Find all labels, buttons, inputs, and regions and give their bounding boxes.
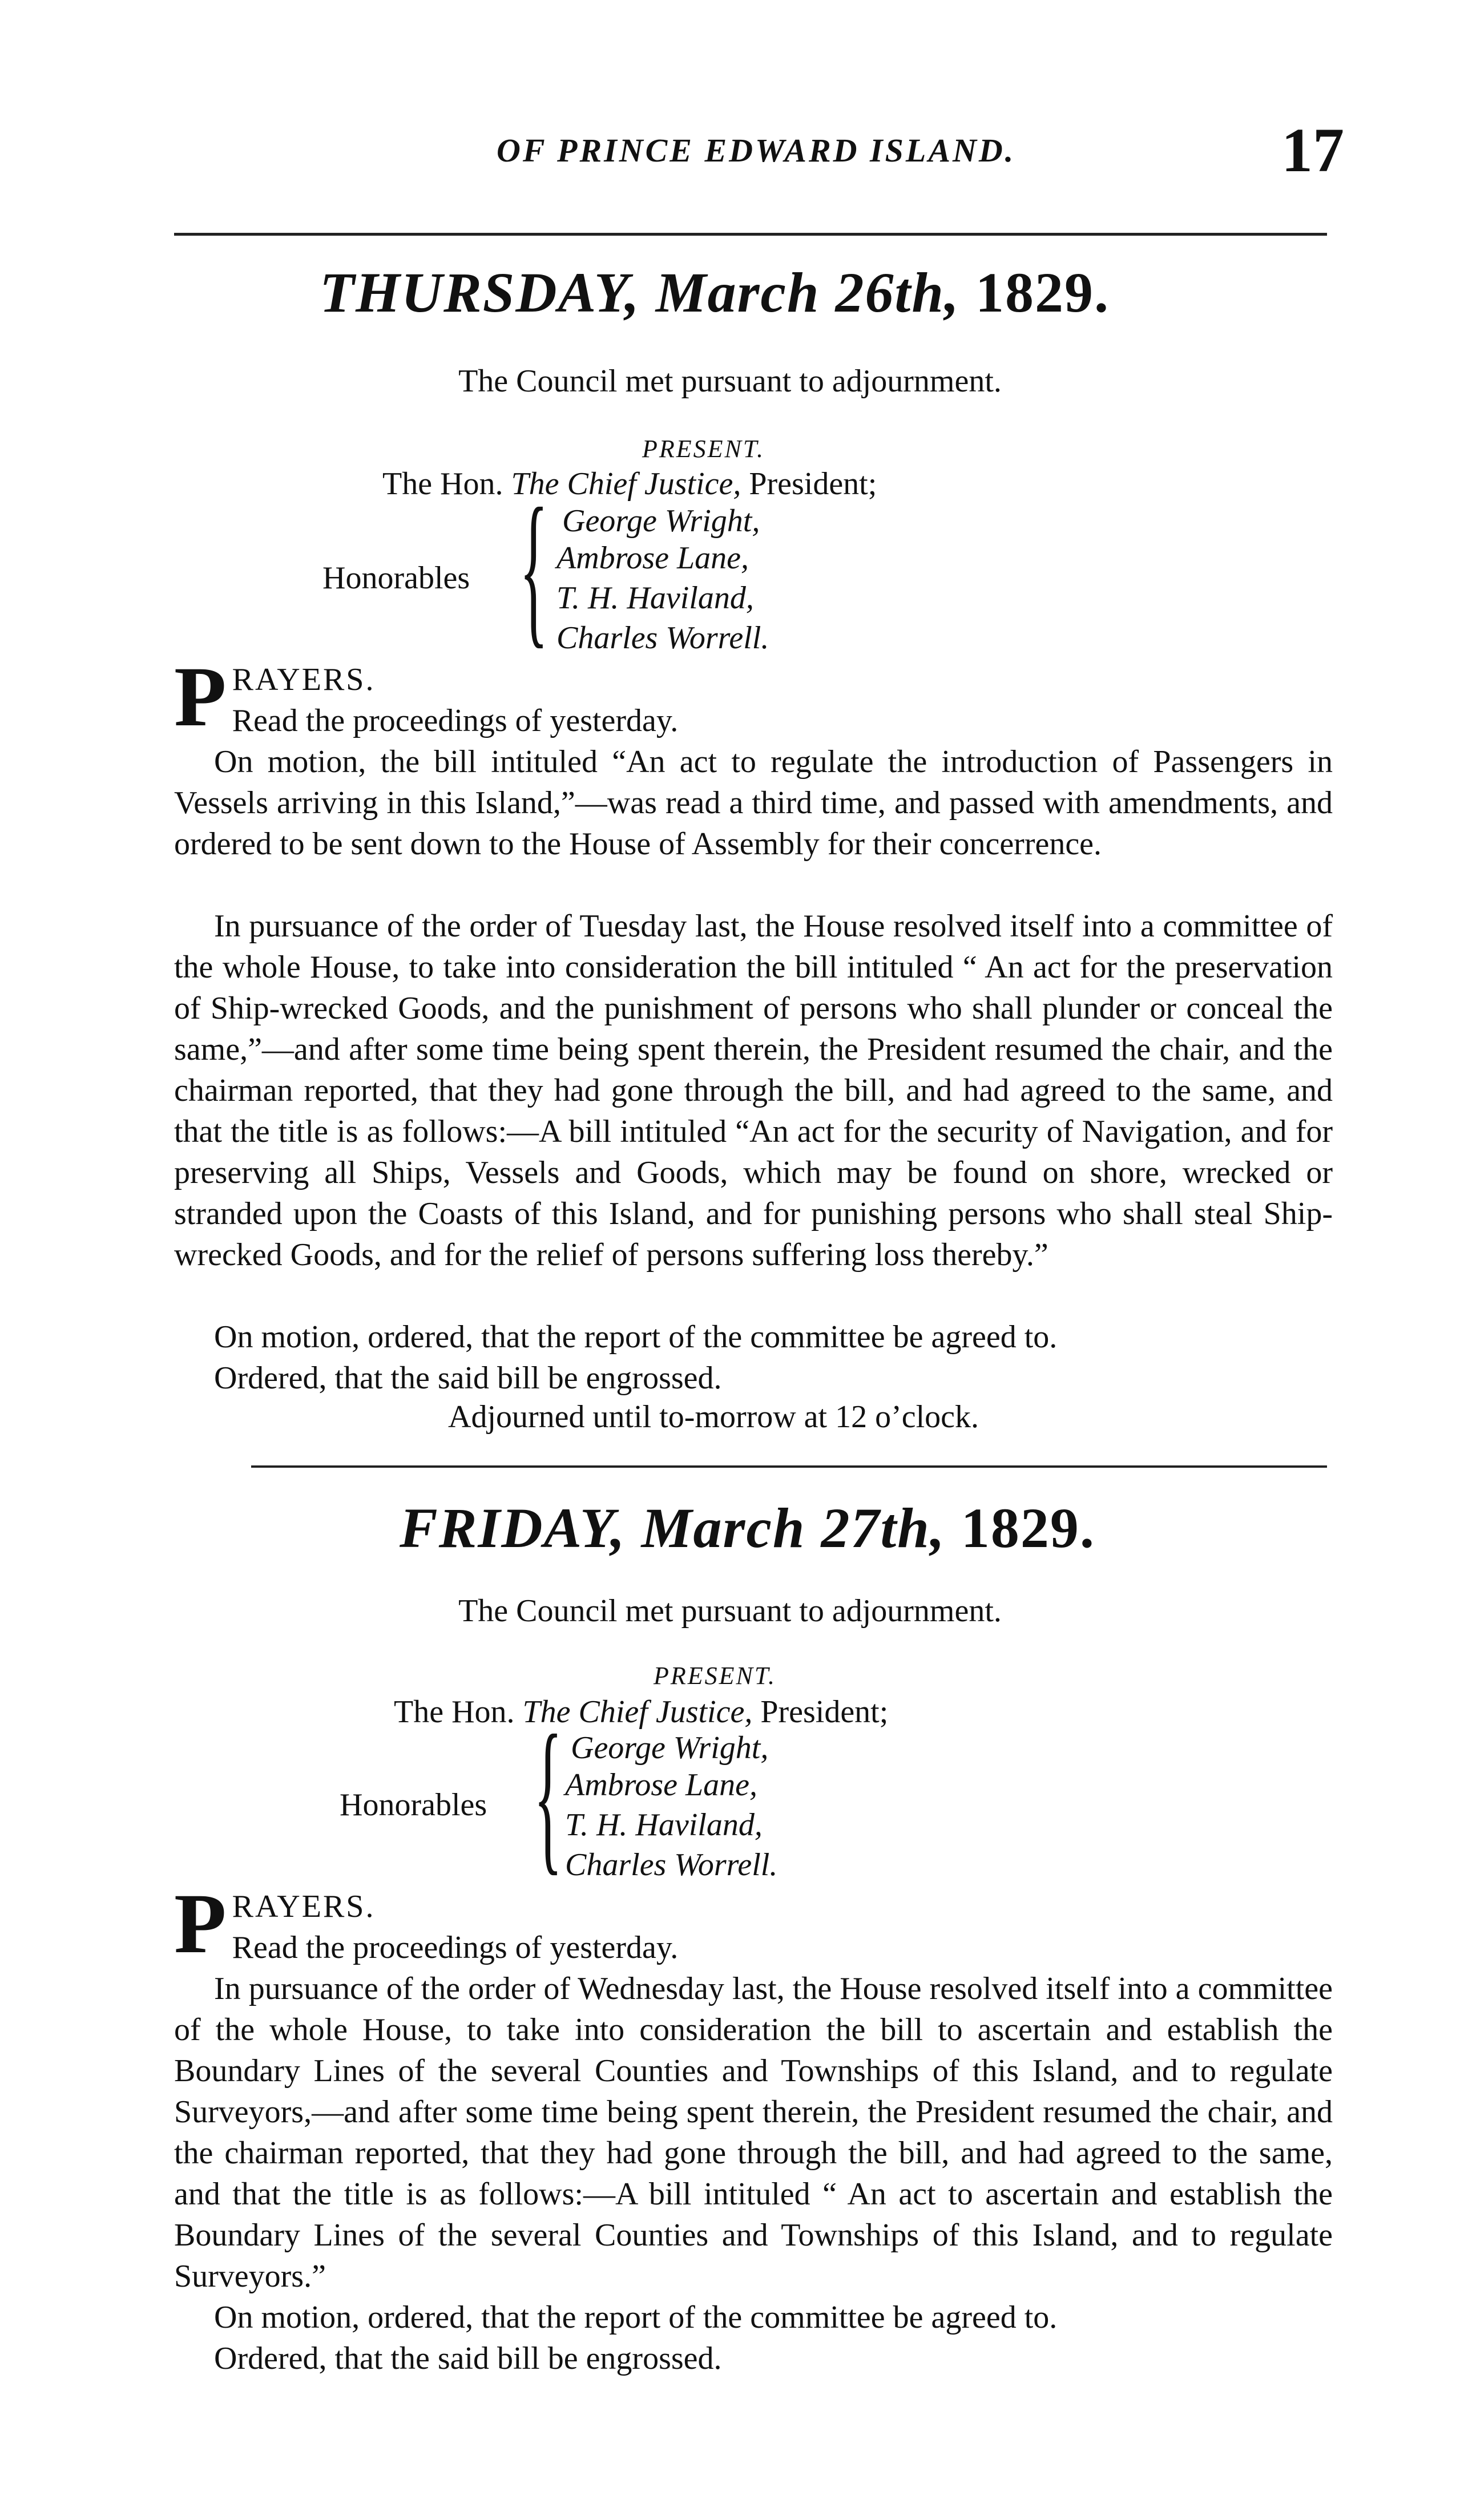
member-name: Ambrose Lane, — [556, 540, 749, 576]
heading-year: 1829. — [975, 261, 1110, 324]
heading-year: 1829. — [961, 1496, 1095, 1560]
adjourned-line: Adjourned until to-morrow at 12 o’clock. — [448, 1399, 979, 1435]
prayers-section — [174, 649, 1333, 744]
honorables-label: Honorables — [322, 560, 470, 596]
the-hon: The Hon. — [382, 466, 503, 502]
present-label: PRESENT. — [642, 435, 765, 463]
paragraph: Ordered, that the said bill be engrossed. — [214, 2341, 722, 2376]
president-title: President; — [760, 1694, 889, 1730]
paragraph: On motion, ordered, that the report of the committee be agreed to. — [214, 2300, 1058, 2335]
prayers-heading: RAYERS. — [232, 662, 376, 697]
page-number: 17 — [1281, 115, 1344, 185]
member-name: T. H. Haviland, — [565, 1807, 763, 1843]
member-name: Charles Worrell. — [565, 1847, 778, 1883]
member-name: Charles Worrell. — [556, 620, 769, 656]
present-label: PRESENT. — [654, 1662, 777, 1690]
running-title: OF PRINCE EDWARD ISLAND. — [497, 132, 1016, 169]
paragraph: Ordered, that the said bill be engrossed. — [214, 1360, 722, 1396]
read-proceedings: Read the proceedings of yesterday. — [232, 703, 679, 738]
the-hon: The Hon. — [394, 1694, 515, 1730]
heading-day: FRIDAY, — [400, 1496, 626, 1560]
president-line — [382, 468, 877, 500]
honorables-label: Honorables — [340, 1787, 487, 1823]
president-line — [394, 1696, 888, 1728]
chief-justice: The Chief Justice, — [511, 466, 741, 502]
session-heading-friday — [400, 1495, 1095, 1561]
paragraph: In pursuance of the order of Tuesday last, the House resolved itself into a committee of the whole House, to take into consideration the bill intituled “ An act for the preservation of Ship-wrecked Goods, and the punishment of persons who shall plunder or conceal the same,”—and after some time being spent therein, the President resumed the chair, and the chairman reported, that they had gone through the bill, and had agreed to the same, and that the title is as follows:—A bill intituled “An act for the security of Navigation, and for preserving all Ships, Vessels and Goods, which may be found on shore, wrecked or stranded upon the Coasts of this Island, and for punishing persons who shall steal Ship-wrecked Goods, and for the relief of persons suffering loss thereby.” — [174, 908, 1333, 1273]
members-brace: { — [519, 473, 548, 663]
member-name: George Wright, — [571, 1730, 769, 1766]
member-name: T. H. Haviland, — [556, 580, 754, 616]
drop-cap: P — [174, 1876, 227, 1971]
read-proceedings: Read the proceedings of yesterday. — [232, 1930, 679, 1965]
prayers-section — [174, 1876, 1333, 1971]
chief-justice: The Chief Justice, — [522, 1694, 753, 1730]
paragraph: On motion, the bill intituled “An act to regulate the introduction of Passengers in Vessels arriving in this Island,”—was read a third time, and passed with amendments, and ordered to be sent down to the House of Assembly for their concerrence. — [174, 744, 1333, 862]
members-brace: { — [534, 1700, 563, 1889]
paragraph: On motion, ordered, that the report of the committee be agreed to. — [214, 1319, 1058, 1355]
member-name: George Wright, — [562, 503, 760, 539]
top-rule — [174, 233, 1327, 236]
paragraph: In pursuance of the order of Wednesday last, the House resolved itself into a committee of the whole House, to take into consideration the bill to ascertain and establish the Boundary Lines of the several Counties and Townships of this Island, and to regulate Surveyors,—and after some time being spent therein, the President resumed the chair, and the chairman reported, that they had gone through the bill, and had agreed to the same, and that the title is as follows:—A bill intituled “ An act to ascertain and establish the Boundary Lines of the several Counties and Townships of this Island, and to regulate Surveyors.” — [174, 1971, 1333, 2294]
president-title: President; — [749, 466, 877, 502]
member-name: Ambrose Lane, — [565, 1767, 758, 1803]
drop-cap: P — [174, 649, 227, 744]
opening-line: The Council met pursuant to adjournment. — [458, 1593, 1002, 1629]
heading-date: March 26th, — [655, 261, 960, 324]
session-heading-thursday — [320, 260, 1110, 325]
prayers-heading: RAYERS. — [232, 1889, 376, 1924]
section-rule — [251, 1465, 1327, 1468]
heading-date: March 27th, — [641, 1496, 946, 1560]
heading-day: THURSDAY, — [320, 261, 640, 324]
opening-line: The Council met pursuant to adjournment. — [458, 364, 1002, 399]
